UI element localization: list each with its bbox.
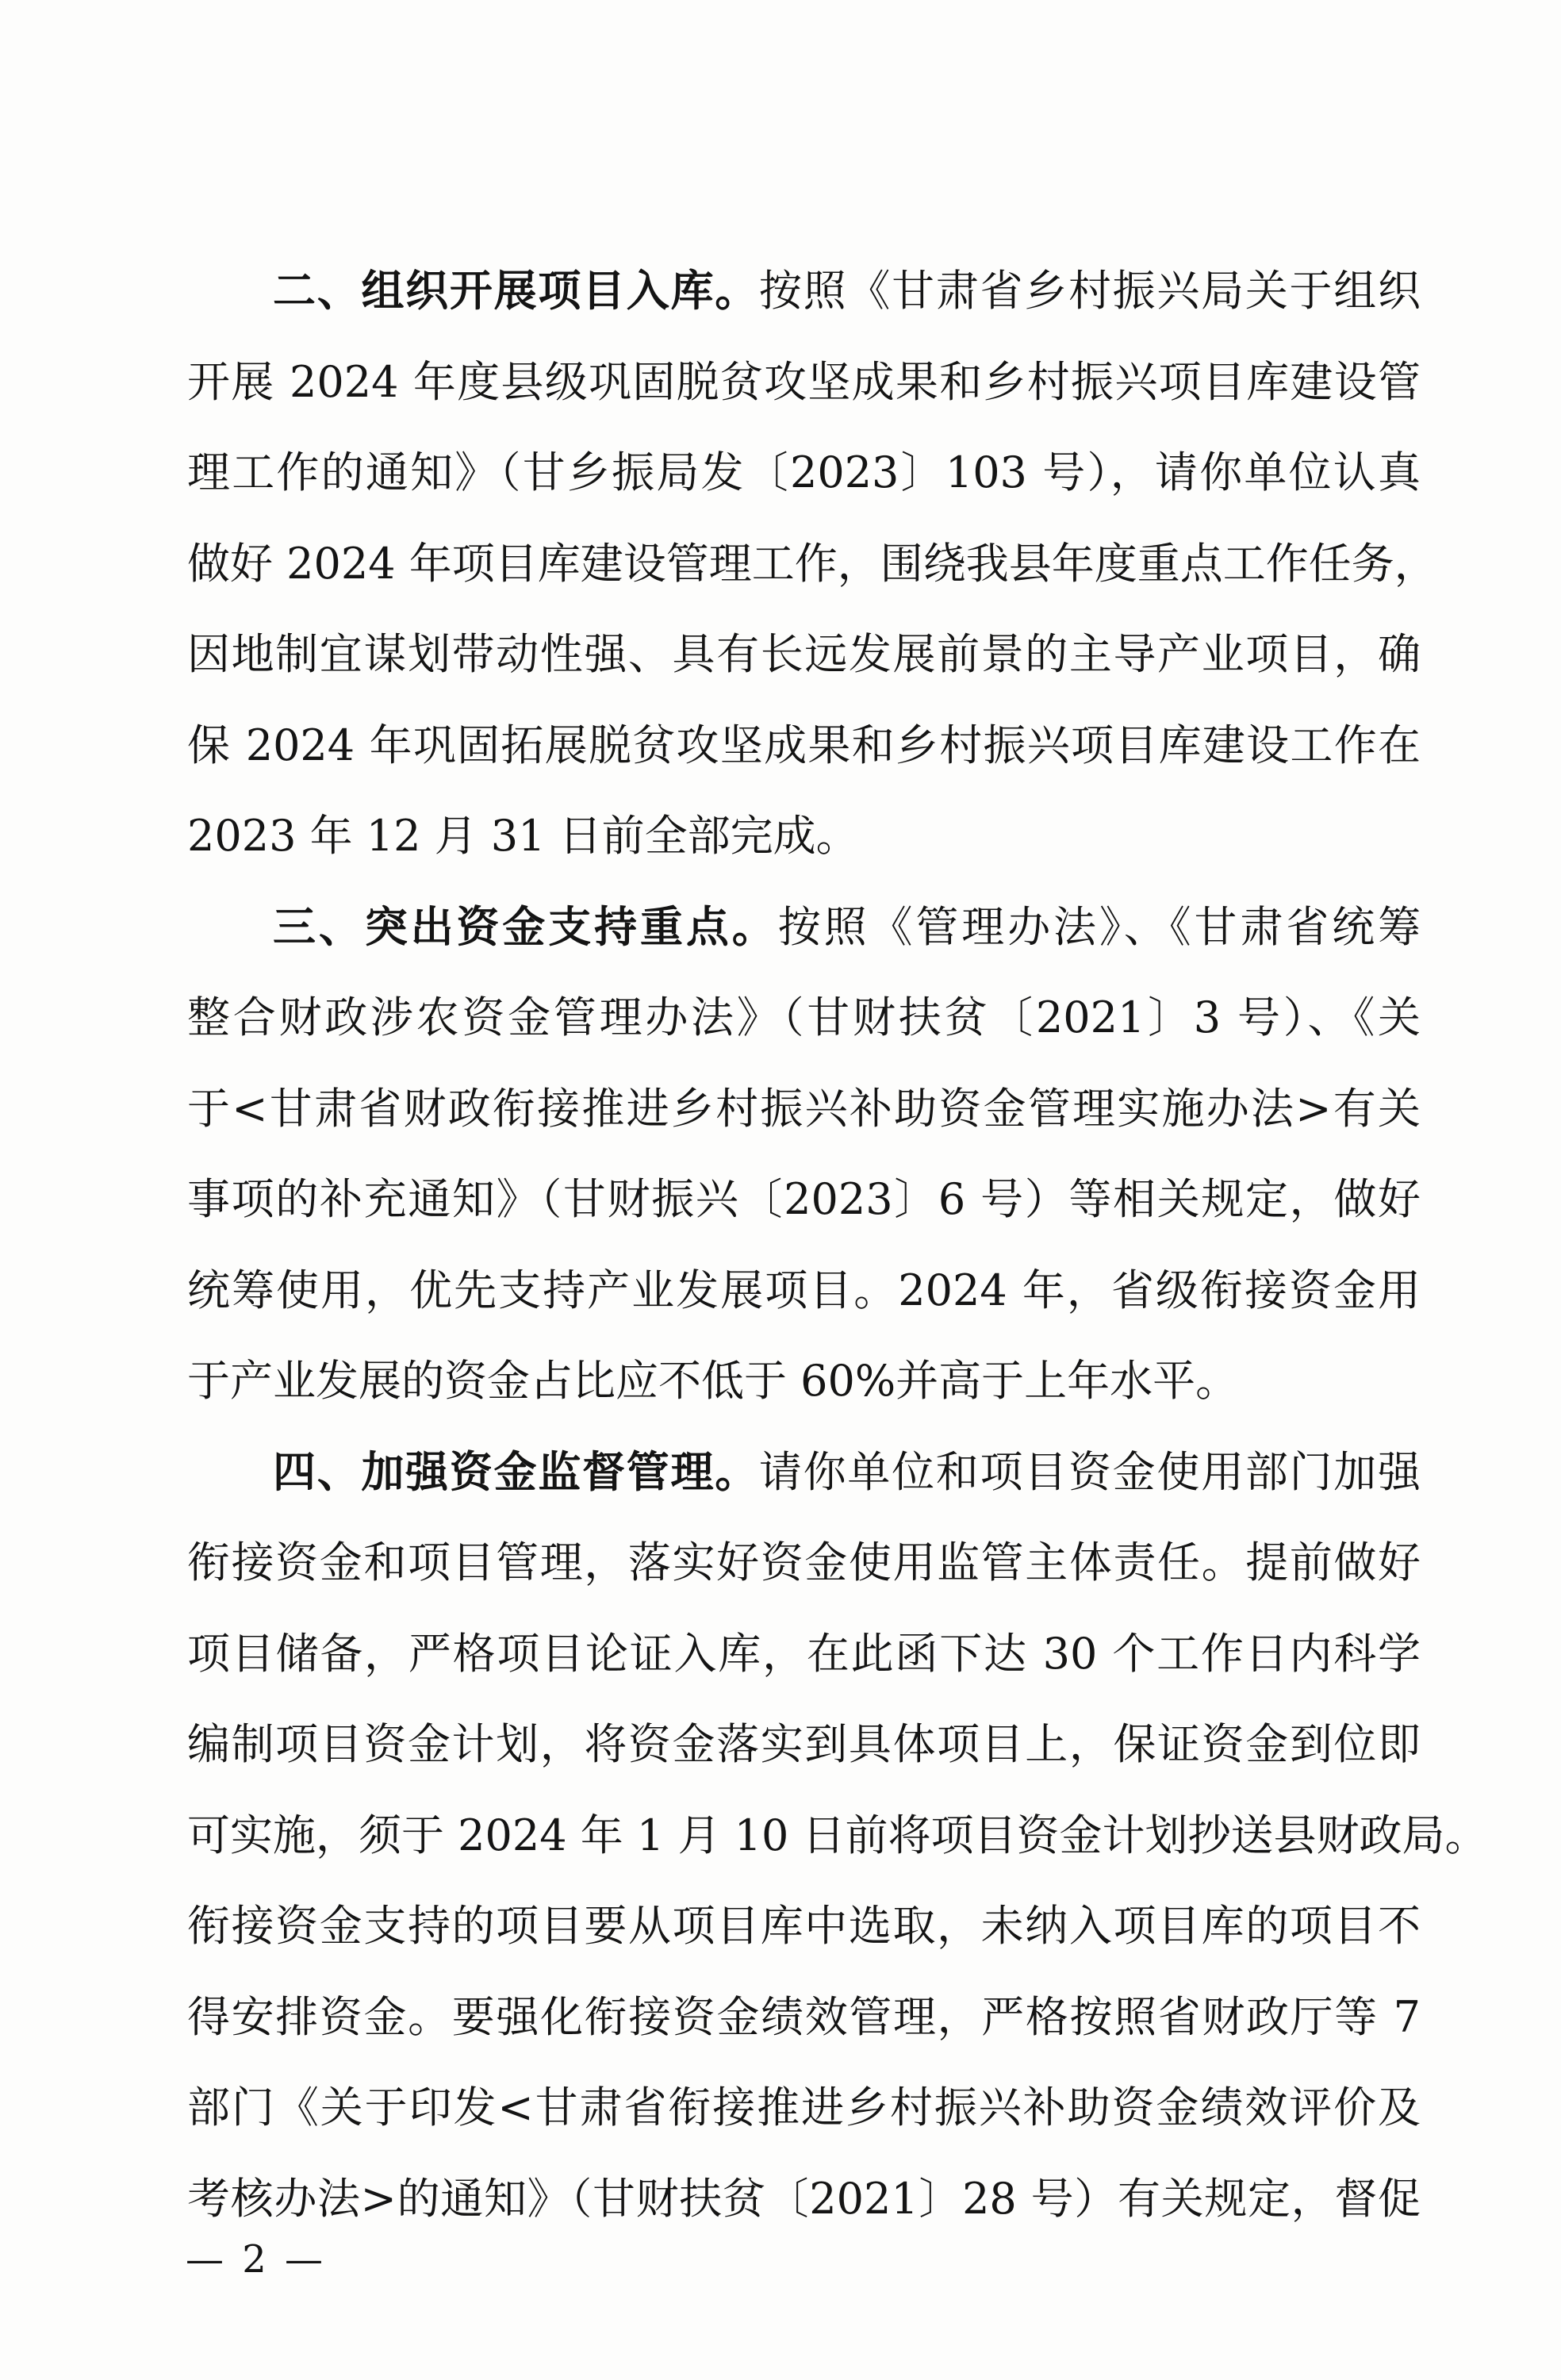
paragraph-line: 因地制宜谋划带动性强、具有长远发展前景的主导产业项目，确: [187, 629, 1421, 679]
paragraph-line: [187, 1427, 1421, 1518]
paragraph-line: 编制项目资金计划，将资金落实到具体项目上，保证资金到位即: [187, 1719, 1421, 1769]
paragraph-line: 事项的补充通知》（甘财振兴〔2023〕6 号）等相关规定，做好: [187, 1174, 1421, 1224]
section-heading: 四、加强资金监督管理。: [273, 1446, 759, 1497]
paragraph-line: 得安排资金。要强化衔接资金绩效管理，严格按照省财政厅等 7: [187, 1991, 1421, 2042]
paragraph-line: 做好 2024 年项目库建设管理工作，围绕我县年度重点工作任务，: [187, 538, 1437, 589]
paragraph-line: 衔接资金支持的项目要从项目库中选取，未纳入项目库的项目不: [187, 1901, 1421, 1951]
paragraph-text: 请你单位和项目资金使用部门加强: [758, 1446, 1421, 1497]
paragraph-text: 按照《管理办法》、《甘肃省统筹: [777, 901, 1421, 952]
paragraph-line: 项目储备，严格项目论证入库，在此函下达 30 个工作日内科学: [187, 1628, 1421, 1679]
paragraph-text: 按照《甘肃省乡村振兴局关于组织: [758, 266, 1421, 316]
paragraph-line: 理工作的通知》（甘乡振局发〔2023〕103 号），请你单位认真: [187, 447, 1421, 497]
paragraph-line: 考核办法>的通知》（甘财扶贫〔2021〕28 号）有关规定，督促: [187, 2173, 1421, 2224]
paragraph-line: 2023 年 12 月 31 日前全部完成。: [187, 811, 859, 861]
paragraph-line: [187, 882, 1421, 973]
paragraph-line: 于<甘肃省财政衔接推进乡村振兴补助资金管理实施办法>有关: [187, 1083, 1421, 1134]
page-number: — 2 —: [186, 2237, 327, 2282]
paragraph-line: 统筹使用，优先支持产业发展项目。2024 年，省级衔接资金用: [187, 1265, 1421, 1315]
paragraph-line: 部门《关于印发<甘肃省衔接推进乡村振兴补助资金绩效评价及: [187, 2082, 1421, 2132]
paragraph-line: 于产业发展的资金占比应不低于 60%并高于上年水平。: [187, 1356, 1239, 1406]
paragraph-line: 开展 2024 年度县级巩固脱贫攻坚成果和乡村振兴项目库建设管: [187, 356, 1421, 407]
paragraph-line: [187, 246, 1421, 337]
paragraph-line: 衔接资金和项目管理，落实好资金使用监管主体责任。提前做好: [187, 1537, 1421, 1587]
paragraph-line: 可实施，须于 2024 年 1 月 10 日前将项目资金计划抄送县财政局。: [187, 1810, 1488, 1860]
section-heading: 三、突出资金支持重点。: [273, 901, 778, 952]
document-body: [187, 246, 1488, 2244]
paragraph-line: 整合财政涉农资金管理办法》（甘财扶贫〔2021〕3 号）、《关: [187, 992, 1421, 1042]
section-heading: 二、组织开展项目入库。: [273, 266, 759, 316]
paragraph-line: 保 2024 年巩固拓展脱贫攻坚成果和乡村振兴项目库建设工作在: [187, 720, 1421, 770]
